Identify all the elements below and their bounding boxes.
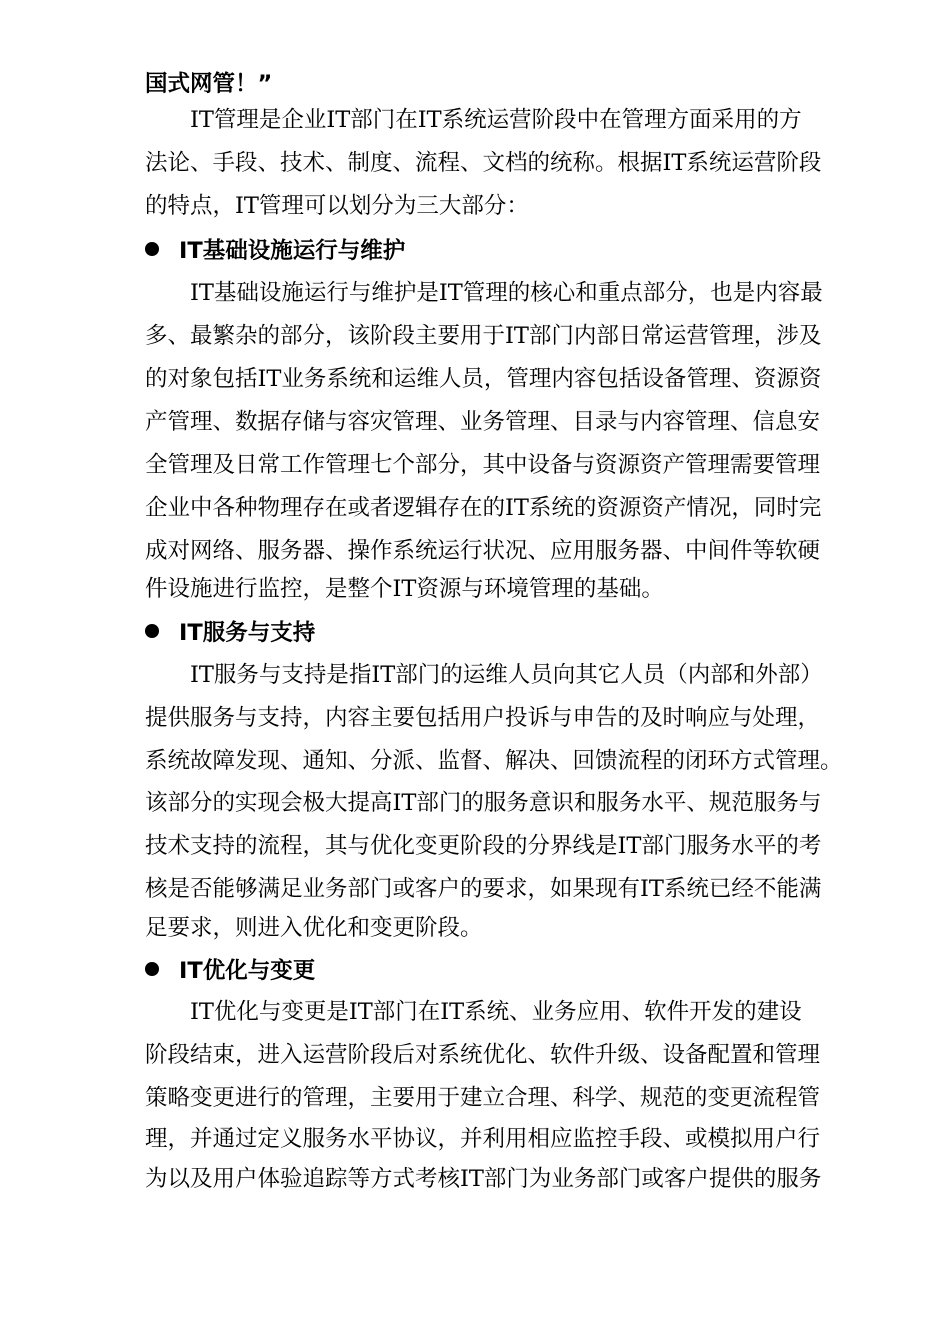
paragraph-line: 系统故障发现、通知、分派、监督、解决、回馈流程的闭环方式管理。 [145,748,843,774]
paragraph-line: 核是否能够满足业务部门或客户的要求，如果现有IT系统已经不能满 [145,876,822,902]
intro-line-1: IT管理是企业IT部门在IT系统运营阶段中在管理方面采用的方 [190,107,802,133]
paragraph-line: 件设施进行监控，是整个IT资源与环境管理的基础。 [145,576,664,602]
paragraph-line: IT优化与变更是IT部门在IT系统、业务应用、软件开发的建设 [190,999,802,1025]
paragraph-line: 产管理、数据存储与容灾管理、业务管理、目录与内容管理、信息安 [145,409,821,435]
paragraph-line: 成对网络、服务器、操作系统运行状况、应用服务器、中间件等软硬 [145,538,821,564]
bullet-icon [145,624,159,638]
paragraph-line: 的对象包括IT业务系统和运维人员，管理内容包括设备管理、资源资 [145,366,822,392]
paragraph-line: 理，并通过定义服务水平协议，并利用相应监控手段、或模拟用户行 [145,1126,821,1152]
bullet-icon [145,962,159,976]
paragraph-line: IT基础设施运行与维护是IT管理的核心和重点部分，也是内容最 [190,280,823,306]
opening-line: 国式网管！” [145,71,273,97]
paragraph-line: 阶段结束，进入运营阶段后对系统优化、软件升级、设备配置和管理 [145,1042,821,1068]
section-heading-text: IT基础设施运行与维护 [179,238,406,264]
paragraph-line: 足要求，则进入优化和变更阶段。 [145,915,483,941]
paragraph-line: 为以及用户体验追踪等方式考核IT部门为业务部门或客户提供的服务 [145,1166,822,1192]
paragraph-line: 技术支持的流程，其与优化变更阶段的分界线是IT部门服务水平的考 [145,833,822,859]
paragraph-line: 全管理及日常工作管理七个部分，其中设备与资源资产管理需要管理 [145,452,821,478]
section-heading-service-support [145,617,315,645]
paragraph-line: 提供服务与支持，内容主要包括用户投诉与申告的及时响应与处理， [145,705,821,731]
section-heading-text: IT服务与支持 [179,620,316,646]
bullet-icon [145,242,159,256]
paragraph-line: 多、最繁杂的部分，该阶段主要用于IT部门内部日常运营管理，涉及 [145,323,822,349]
paragraph-line: 策略变更进行的管理，主要用于建立合理、科学、规范的变更流程管 [145,1085,821,1111]
paragraph-line: 该部分的实现会极大提高IT部门的服务意识和服务水平、规范服务与 [145,790,822,816]
section-heading-optimization-change [145,955,315,983]
paragraph-line: 企业中各种物理存在或者逻辑存在的IT系统的资源资产情况，同时完 [145,495,822,521]
section-heading-infrastructure [145,235,405,263]
intro-line-3: 的特点，IT管理可以划分为三大部分： [145,193,529,219]
paragraph-line: IT服务与支持是指IT部门的运维人员向其它人员（内部和外部） [190,662,823,688]
intro-line-2: 法论、手段、技术、制度、流程、文档的统称。根据IT系统运营阶段 [145,150,822,176]
section-heading-text: IT优化与变更 [179,958,316,984]
